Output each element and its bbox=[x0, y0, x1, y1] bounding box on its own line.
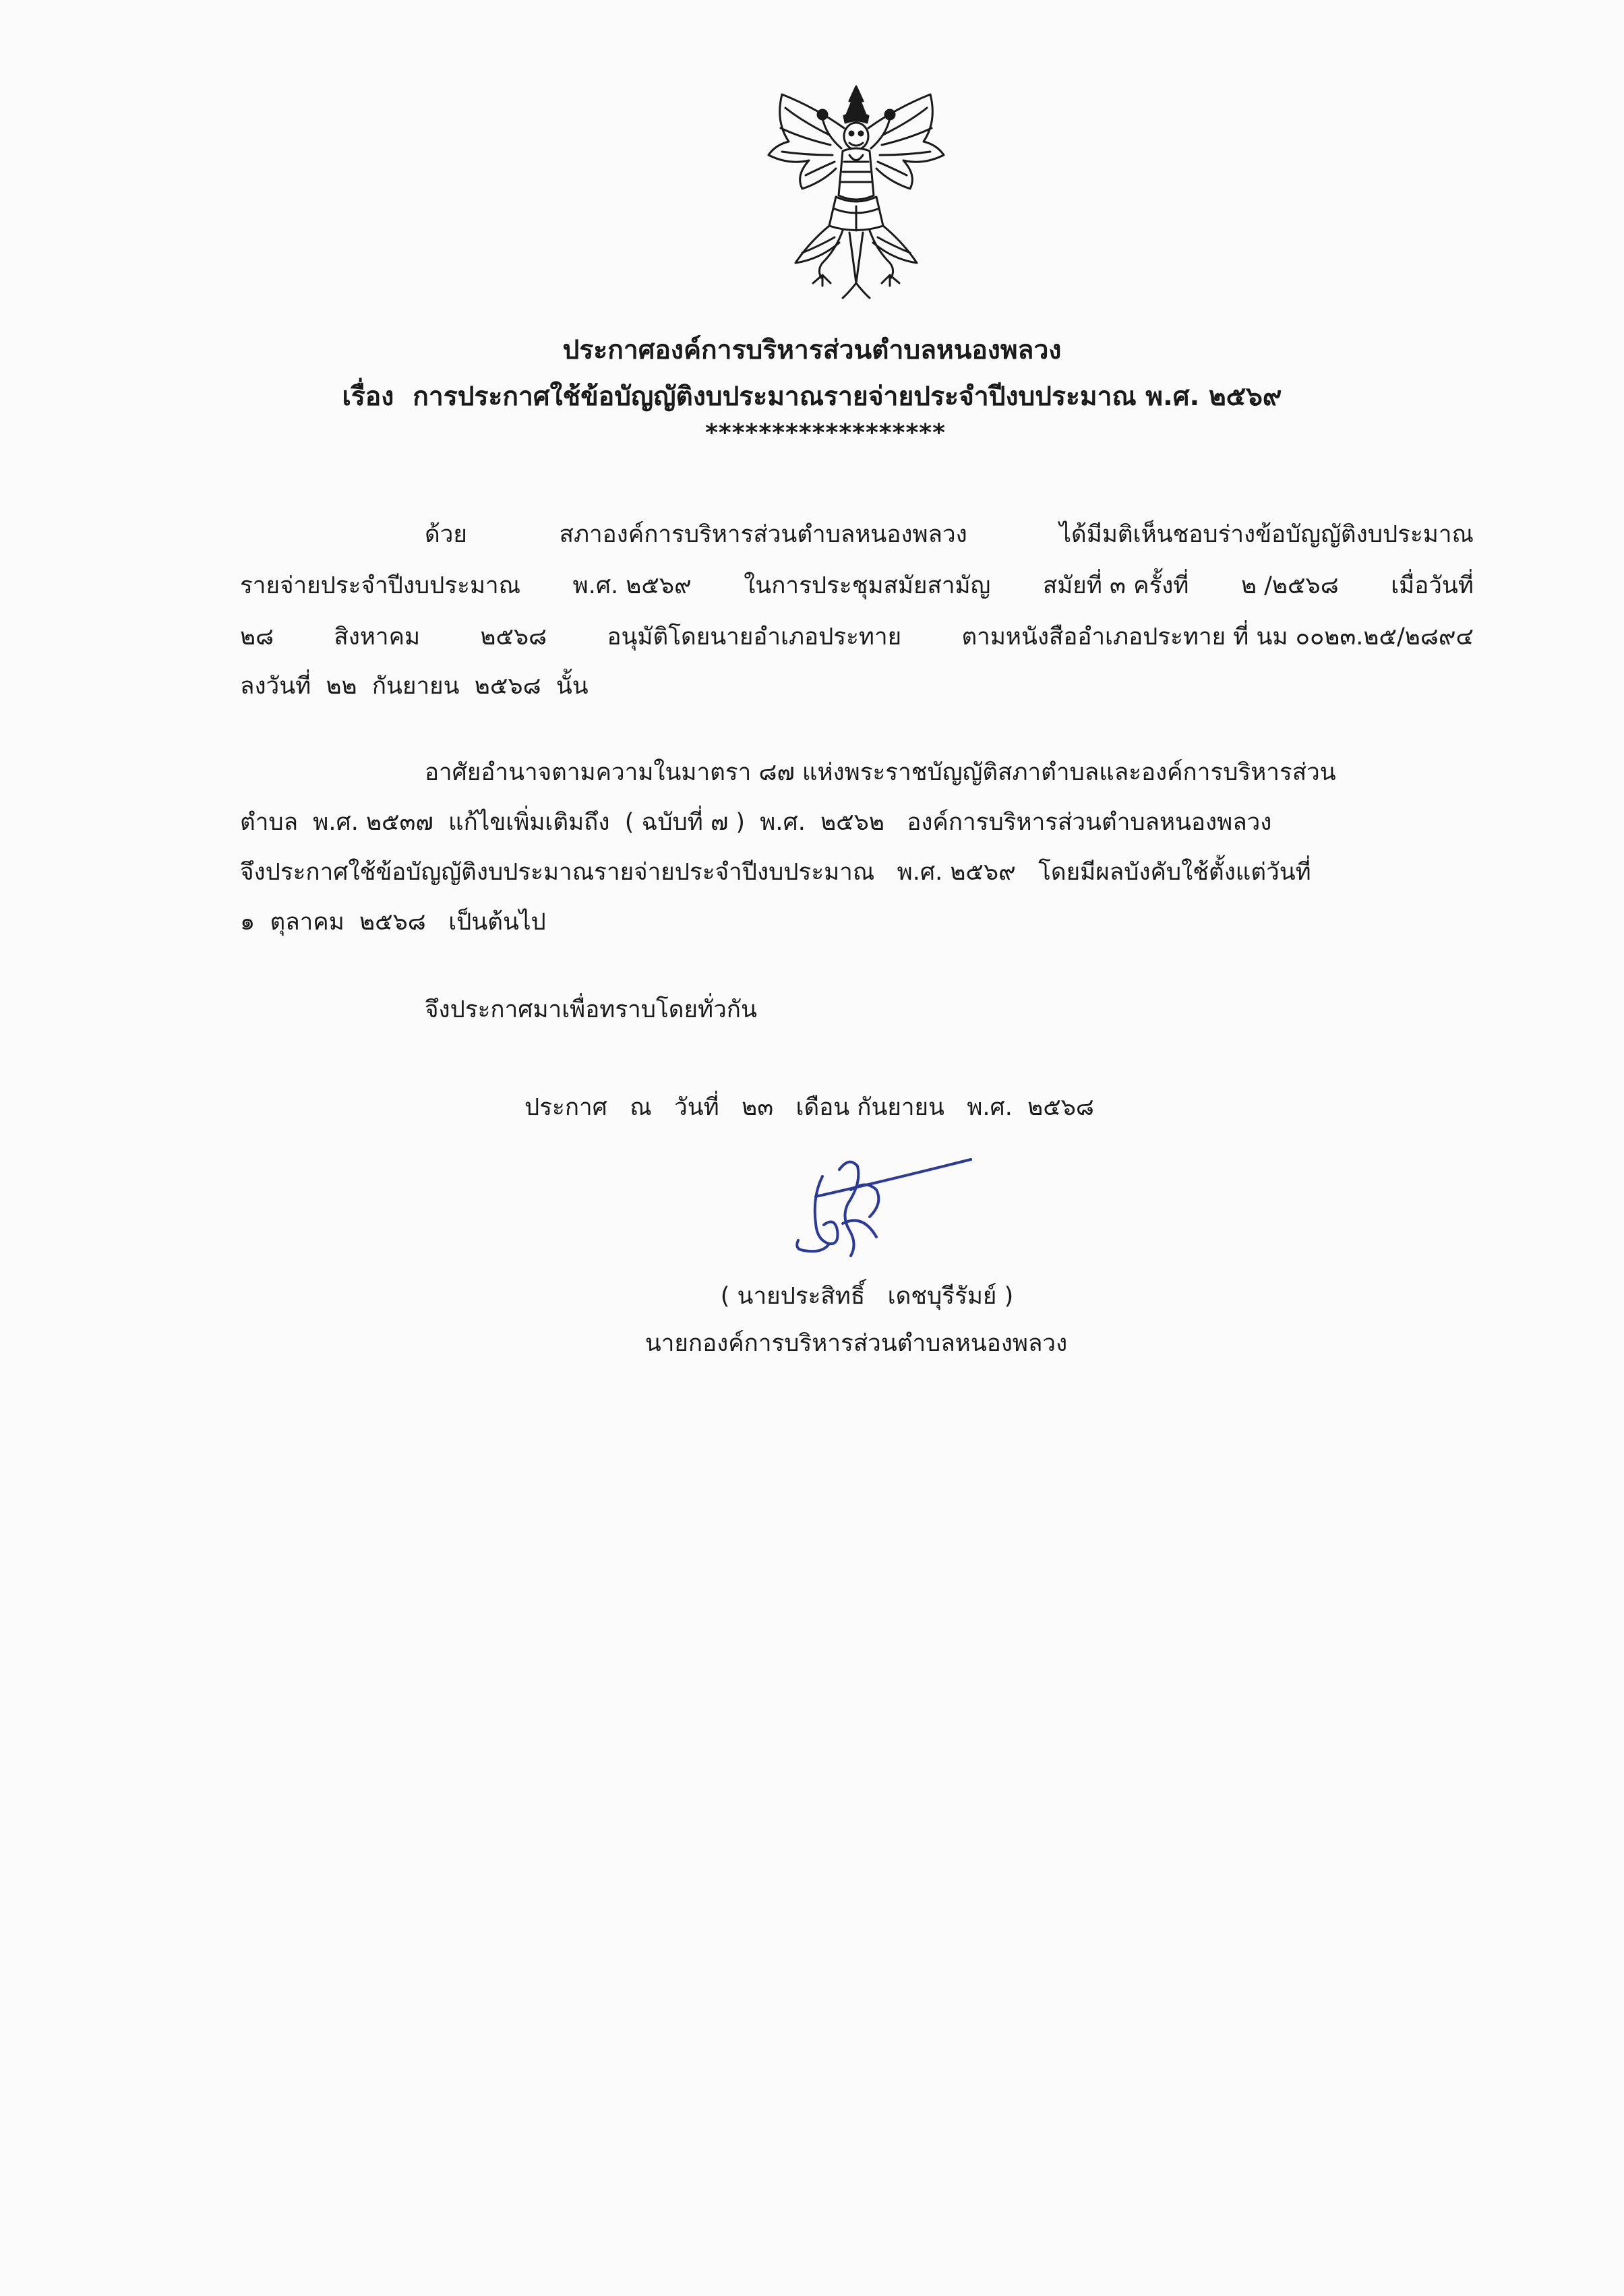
text-segment: อนุมัติโดยนายอำเภอประทาย bbox=[607, 624, 902, 651]
text-segment: สมัยที่ ๓ ครั้งที่ bbox=[1042, 572, 1189, 599]
paragraph1-line-3 bbox=[240, 618, 1474, 655]
signatory-position: นายกองค์การบริหารส่วนตำบลหนองพลวง bbox=[644, 1330, 1068, 1357]
document-title: ประกาศองค์การบริหารส่วนตำบลหนองพลวง bbox=[562, 335, 1062, 365]
paragraph1-line-4: ลงวันที่ ๒๒ กันยายน ๒๕๖๘ นั้น bbox=[240, 673, 589, 700]
paragraph2-line-2: ตำบล พ.ศ. ๒๕๓๗ แก้ไขเพิ่มเติมถึง ( ฉบับที่ ๗ ) พ.ศ. ๒๕๖๒ องค์การบริหารส่วนตำบลหนองพลวง bbox=[240, 809, 1272, 836]
signatory-name: ( นายประสิทธิ์ เดชบุรีรัมย์ ) bbox=[720, 1283, 1014, 1310]
closing-statement: จึงประกาศมาเพื่อทราบโดยทั่วกัน bbox=[425, 996, 757, 1023]
text-segment: ๒๕๖๘ bbox=[480, 624, 547, 651]
text-segment: ได้มีมติเห็นชอบร่างข้อบัญญัติงบประมาณ bbox=[1059, 521, 1474, 548]
separator-stars: ****************** bbox=[705, 419, 946, 447]
text-segment: ๒ /๒๕๖๘ bbox=[1240, 572, 1339, 599]
text-segment: สิงหาคม bbox=[334, 624, 421, 651]
paragraph2-line-3: จึงประกาศใช้ข้อบัญญัติงบประมาณรายจ่ายประจำปีงบประมาณ พ.ศ. ๒๕๖๙ โดยมีผลบังคับใช้ตั้งแต่วันที่ bbox=[240, 859, 1311, 886]
text-segment: ๒๘ bbox=[240, 624, 274, 651]
text-segment: พ.ศ. ๒๕๖๙ bbox=[572, 572, 692, 599]
paragraph2-line-1: อาศัยอำนาจตามความในมาตรา ๘๗ แห่งพระราชบัญญัติสภาตำบลและองค์การบริหารส่วน bbox=[425, 759, 1336, 786]
paragraph2-line-4: ๑ ตุลาคม ๒๕๖๘ เป็นต้นไป bbox=[240, 909, 546, 936]
text-segment: สภาองค์การบริหารส่วนตำบลหนองพลวง bbox=[559, 521, 967, 548]
paragraph1-line-1 bbox=[425, 516, 1474, 553]
subject-text: การประกาศใช้ข้อบัญญัติงบประมาณรายจ่ายประจำปีงบประมาณ พ.ศ. ๒๕๖๙ bbox=[413, 382, 1282, 412]
garuda-emblem bbox=[755, 81, 957, 303]
text-segment: รายจ่ายประจำปีงบประมาณ bbox=[240, 572, 521, 599]
announce-date: ประกาศ ณ วันที่ ๒๓ เดือน กันยายน พ.ศ. ๒๕๖๘ bbox=[524, 1094, 1094, 1121]
handwritten-signature bbox=[775, 1149, 978, 1267]
document-subject bbox=[0, 375, 1624, 417]
text-segment: เมื่อวันที่ bbox=[1391, 572, 1474, 599]
paragraph1-line-2 bbox=[240, 567, 1474, 604]
text-segment: ในการประชุมสมัยสามัญ bbox=[744, 572, 991, 599]
subject-label: เรื่อง bbox=[342, 382, 394, 412]
text-segment: ตามหนังสืออำเภอประทาย ที่ นม ๐๐๒๓.๒๕/๒๘๙๔ bbox=[961, 624, 1474, 651]
text-segment: ด้วย bbox=[425, 521, 467, 548]
